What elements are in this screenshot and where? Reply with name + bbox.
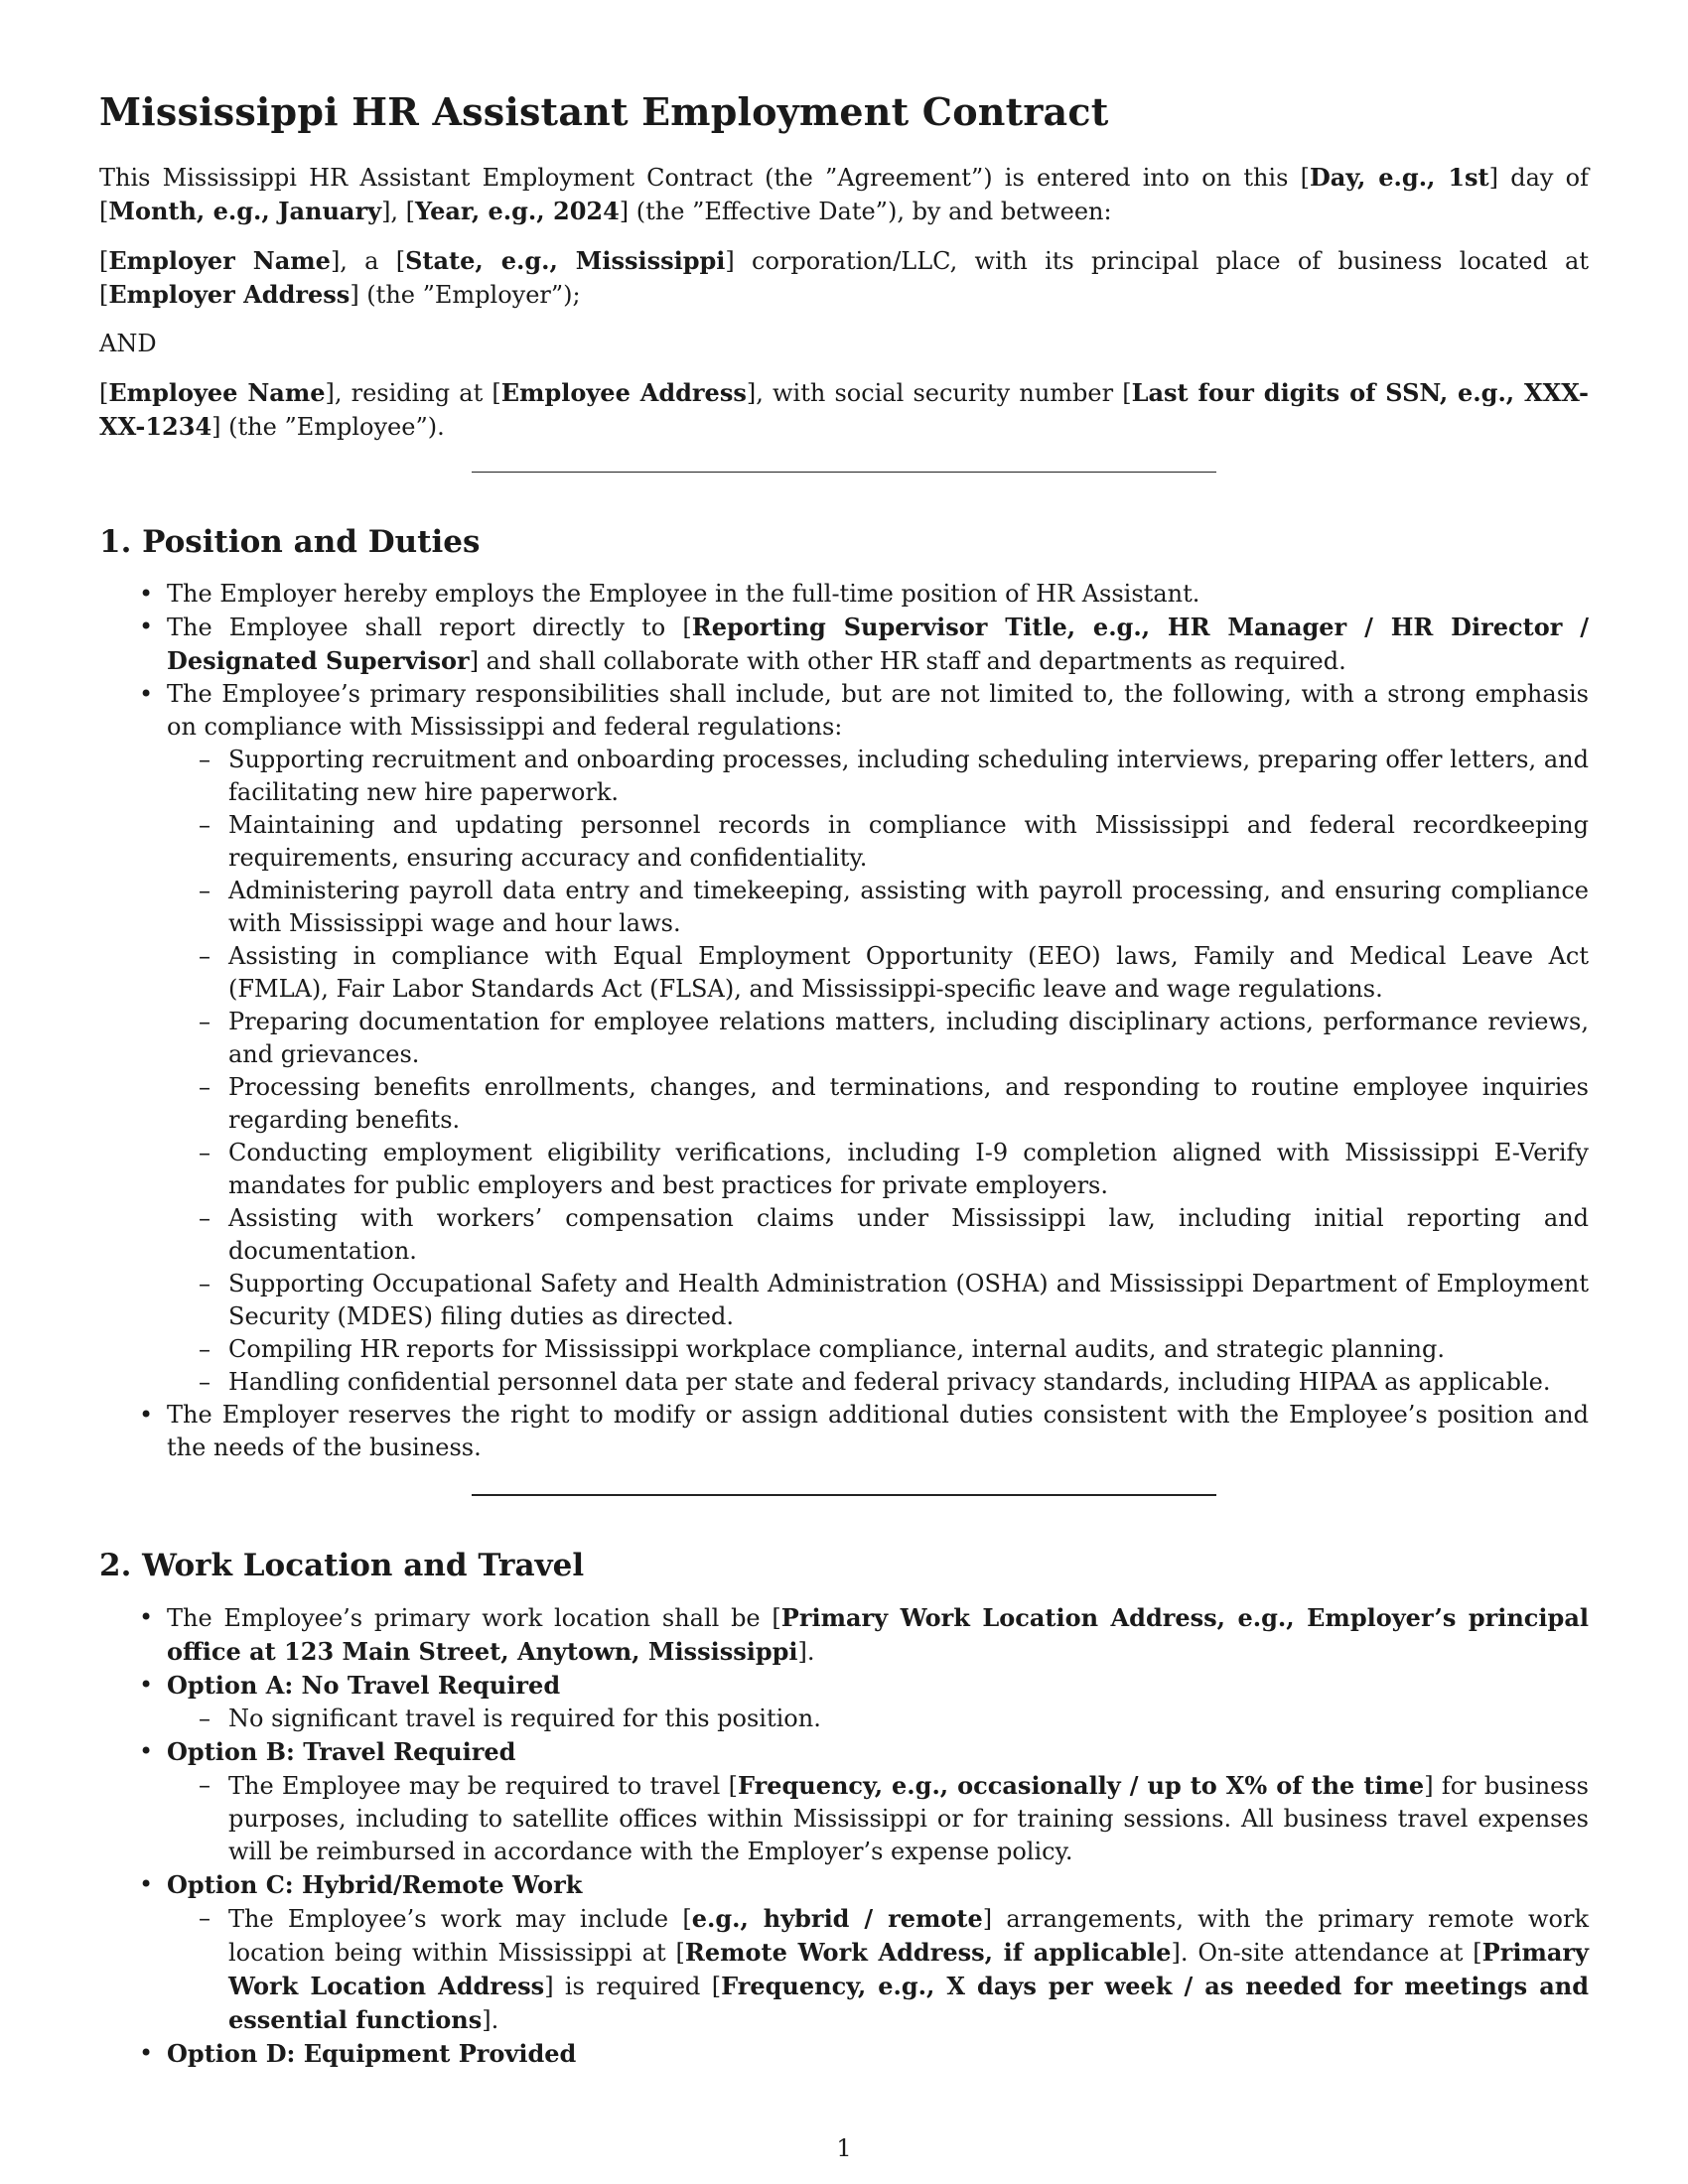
arrangement-placeholder: e.g., hybrid / remote [691,1904,983,1933]
option-d [167,2037,1589,2071]
duty-item: – Supporting Occupational Safety and Health Administration (OSHA) and Mississippi Department of Employment Security (MDES) filing duties as directed. [228,1268,1589,1333]
section-2-list [99,1601,1589,2071]
and-paragraph: AND [99,330,157,357]
travel-frequency-placeholder: Frequency, e.g., occasionally / up to X% of the time [737,1771,1425,1800]
list-item: • The Employee’s primary work location shall be [Primary Work Location Address, e.g., Employer’s principal office at 123 Main Street, Anytown, Mississippi]. [167,1601,1589,1669]
duty-item: – Preparing documentation for employee relations matters, including disciplinary actions, performance reviews, and grievances. [228,1006,1589,1071]
day-placeholder: Day, e.g., 1st [1309,163,1489,192]
work-location-placeholder: Primary Work Location Address, e.g., Employer’s principal office at 123 Main Street, Anytown, Mississippi [167,1603,1589,1666]
duty-item: – Compiling HR reports for Mississippi workplace compliance, internal audits, and strategic planning. [228,1333,1589,1366]
ssn-placeholder: Last four digits of SSN, e.g., XXX-XX-1234 [99,378,1589,441]
onsite-frequency-placeholder: Frequency, e.g., X days per week / as needed for meetings and essential functions [228,1972,1589,2034]
duty-item: – Supporting recruitment and onboarding processes, including scheduling interviews, preparing offer letters, and facilitating new hire paperwork. [228,744,1589,809]
employee-paragraph: [Employee Name], residing at [Employee Address], with social security number [Last four digits of SSN, e.g., XXX-XX-1234] (the ”Employee”). [99,378,1589,441]
option-b-text: – The Employee may be required to travel [Frequency, e.g., occasionally / up to X% of the time] for business purposes, including to satellite offices within Mississippi or for training sessions. All business travel expenses will be reimbursed in accordance with the Employer’s expense policy. [228,1769,1589,1868]
page-number: 1 [836,2134,852,2162]
option-a [167,1669,1589,1735]
supervisor-placeholder: Reporting Supervisor Title, e.g., HR Manager / HR Director / Designated Supervisor [167,613,1590,675]
duty-item: – Processing benefits enrollments, changes, and terminations, and responding to routine employee inquiries regarding benefits. [228,1071,1589,1137]
duty-item: – Maintaining and updating personnel records in compliance with Mississippi and federal recordkeeping requirements, ensuring accuracy and confidentiality. [228,809,1589,875]
employee-name-placeholder: Employee Name [108,378,326,407]
duty-item: – Assisting in compliance with Equal Employment Opportunity (EEO) laws, Family and Medical Leave Act (FMLA), Fair Labor Standards Act (FLSA), and Mississippi-specific leave and wage regulations. [228,940,1589,1006]
employer-name-placeholder: Employer Name [108,246,331,275]
duty-item: – Handling confidential personnel data per state and federal privacy standards, including HIPAA as applicable. [228,1366,1589,1399]
document-title: Mississippi HR Assistant Employment Contract [99,89,1109,134]
section-1-list [99,578,1589,1464]
option-d-label: Option D: Equipment Provided [167,2039,577,2068]
remote-address-placeholder: Remote Work Address, if applicable [684,1938,1172,1967]
onsite-location-placeholder: Primary Work Location Address [228,1938,1589,2000]
option-c-label: Option C: Hybrid/Remote Work [167,1870,583,1899]
duties-list [167,744,1589,1399]
list-item: • The Employer reserves the right to modify or assign additional duties consistent with the Employee’s position and the needs of the business. [167,1399,1589,1464]
option-c [167,1868,1589,2037]
section-1-heading: 1. Position and Duties [99,524,481,560]
duty-item: – Assisting with workers’ compensation claims under Mississippi law, including initial reporting and documentation. [228,1202,1589,1268]
year-placeholder: Year, e.g., 2024 [415,197,620,225]
state-placeholder: State, e.g., Mississippi [405,246,726,275]
option-a-label: Option A: No Travel Required [167,1671,561,1700]
intro-paragraph: This Mississippi HR Assistant Employment Contract (the ”Agreement”) is entered into on this [Day, e.g., 1st] day of [Month, e.g., January], [Year, e.g., 2024] (the ”Effective Date”), by and between: [99,163,1589,225]
list-item: • The Employee’s primary responsibilities shall include, but are not limited to, the following, with a strong emphasis on compliance with Mississippi and federal regulations: – Supporting recruitment and onboarding processes, including scheduling interviews, preparing offer letters, and facilitating new hire paperwork. – Maintaining and updating personnel records in compliance with Mississippi and federal recordkeeping requirements, ensuring accuracy and confidentiality. – Administering payroll data entry and timekeeping, assisting with payroll processing, and ensuring compliance with Mississippi wage and hour laws. – Assisting in compliance with Equal Employment Opportunity (EEO) laws, Family and Medical Leave Act (FMLA), Fair Labor Standards Act (FLSA), and Mississippi-specific leave and wage regulations. – Preparing documentation for employee relations matters, including disciplinary actions, performance reviews, and grievances. – Processing benefits enrollments, changes, and terminations, and responding to routine employee inquiries regarding benefits. – Conducting employment eligibility verifications, including I-9 completion aligned with Mississippi E-Verify mandates for public employers and best practices for private employers. – Assisting with workers’ compensation claims under Mississippi law, including initial reporting and documentation. – Supporting Occupational Safety and Health Administration (OSHA) and Mississippi Department of Employment Security (MDES) filing duties as directed. – Compiling HR reports for Mississippi workplace compliance, internal audits, and strategic planning. – Handling confidential personnel data per state and federal privacy standards, including HIPAA as applicable. [167,678,1589,1399]
list-item: • The Employer hereby employs the Employee in the full-time position of HR Assistant. [167,578,1589,611]
employee-address-placeholder: Employee Address [500,378,747,407]
contract-page [99,79,1589,2071]
option-b [167,1735,1589,1868]
duty-item: – Administering payroll data entry and timekeeping, assisting with payroll processing, and ensuring compliance with Mississippi wage and hour laws. [228,875,1589,940]
section-2-heading: 2. Work Location and Travel [99,1548,585,1583]
option-c-text: – The Employee’s work may include [e.g., hybrid / remote] arrangements, with the primary remote work location being within Mississippi at [Remote Work Address, if applicable]. On-site attendance at [Primary Work Location Address] is required [Frequency, e.g., X days per week / as needed for meetings and essential functions]. [228,1902,1589,2037]
employer-paragraph: [Employer Name], a [State, e.g., Mississippi] corporation/LLC, with its principal place of business located at [Employer Address] (the ”Employer”); [99,246,1589,309]
employer-address-placeholder: Employer Address [108,280,351,309]
month-placeholder: Month, e.g., January [108,197,382,225]
option-b-label: Option B: Travel Required [167,1737,516,1766]
section-divider [472,472,1216,473]
duty-item: – Conducting employment eligibility verifications, including I-9 completion aligned with Mississippi E-Verify mandates for public employers and best practices for private employers. [228,1137,1589,1202]
list-item: • The Employee shall report directly to [Reporting Supervisor Title, e.g., HR Manager / HR Director / Designated Supervisor] and shall collaborate with other HR staff and departments as required. [167,611,1589,678]
section-divider [472,1494,1216,1496]
option-a-text: – No significant travel is required for this position. [228,1703,1589,1735]
